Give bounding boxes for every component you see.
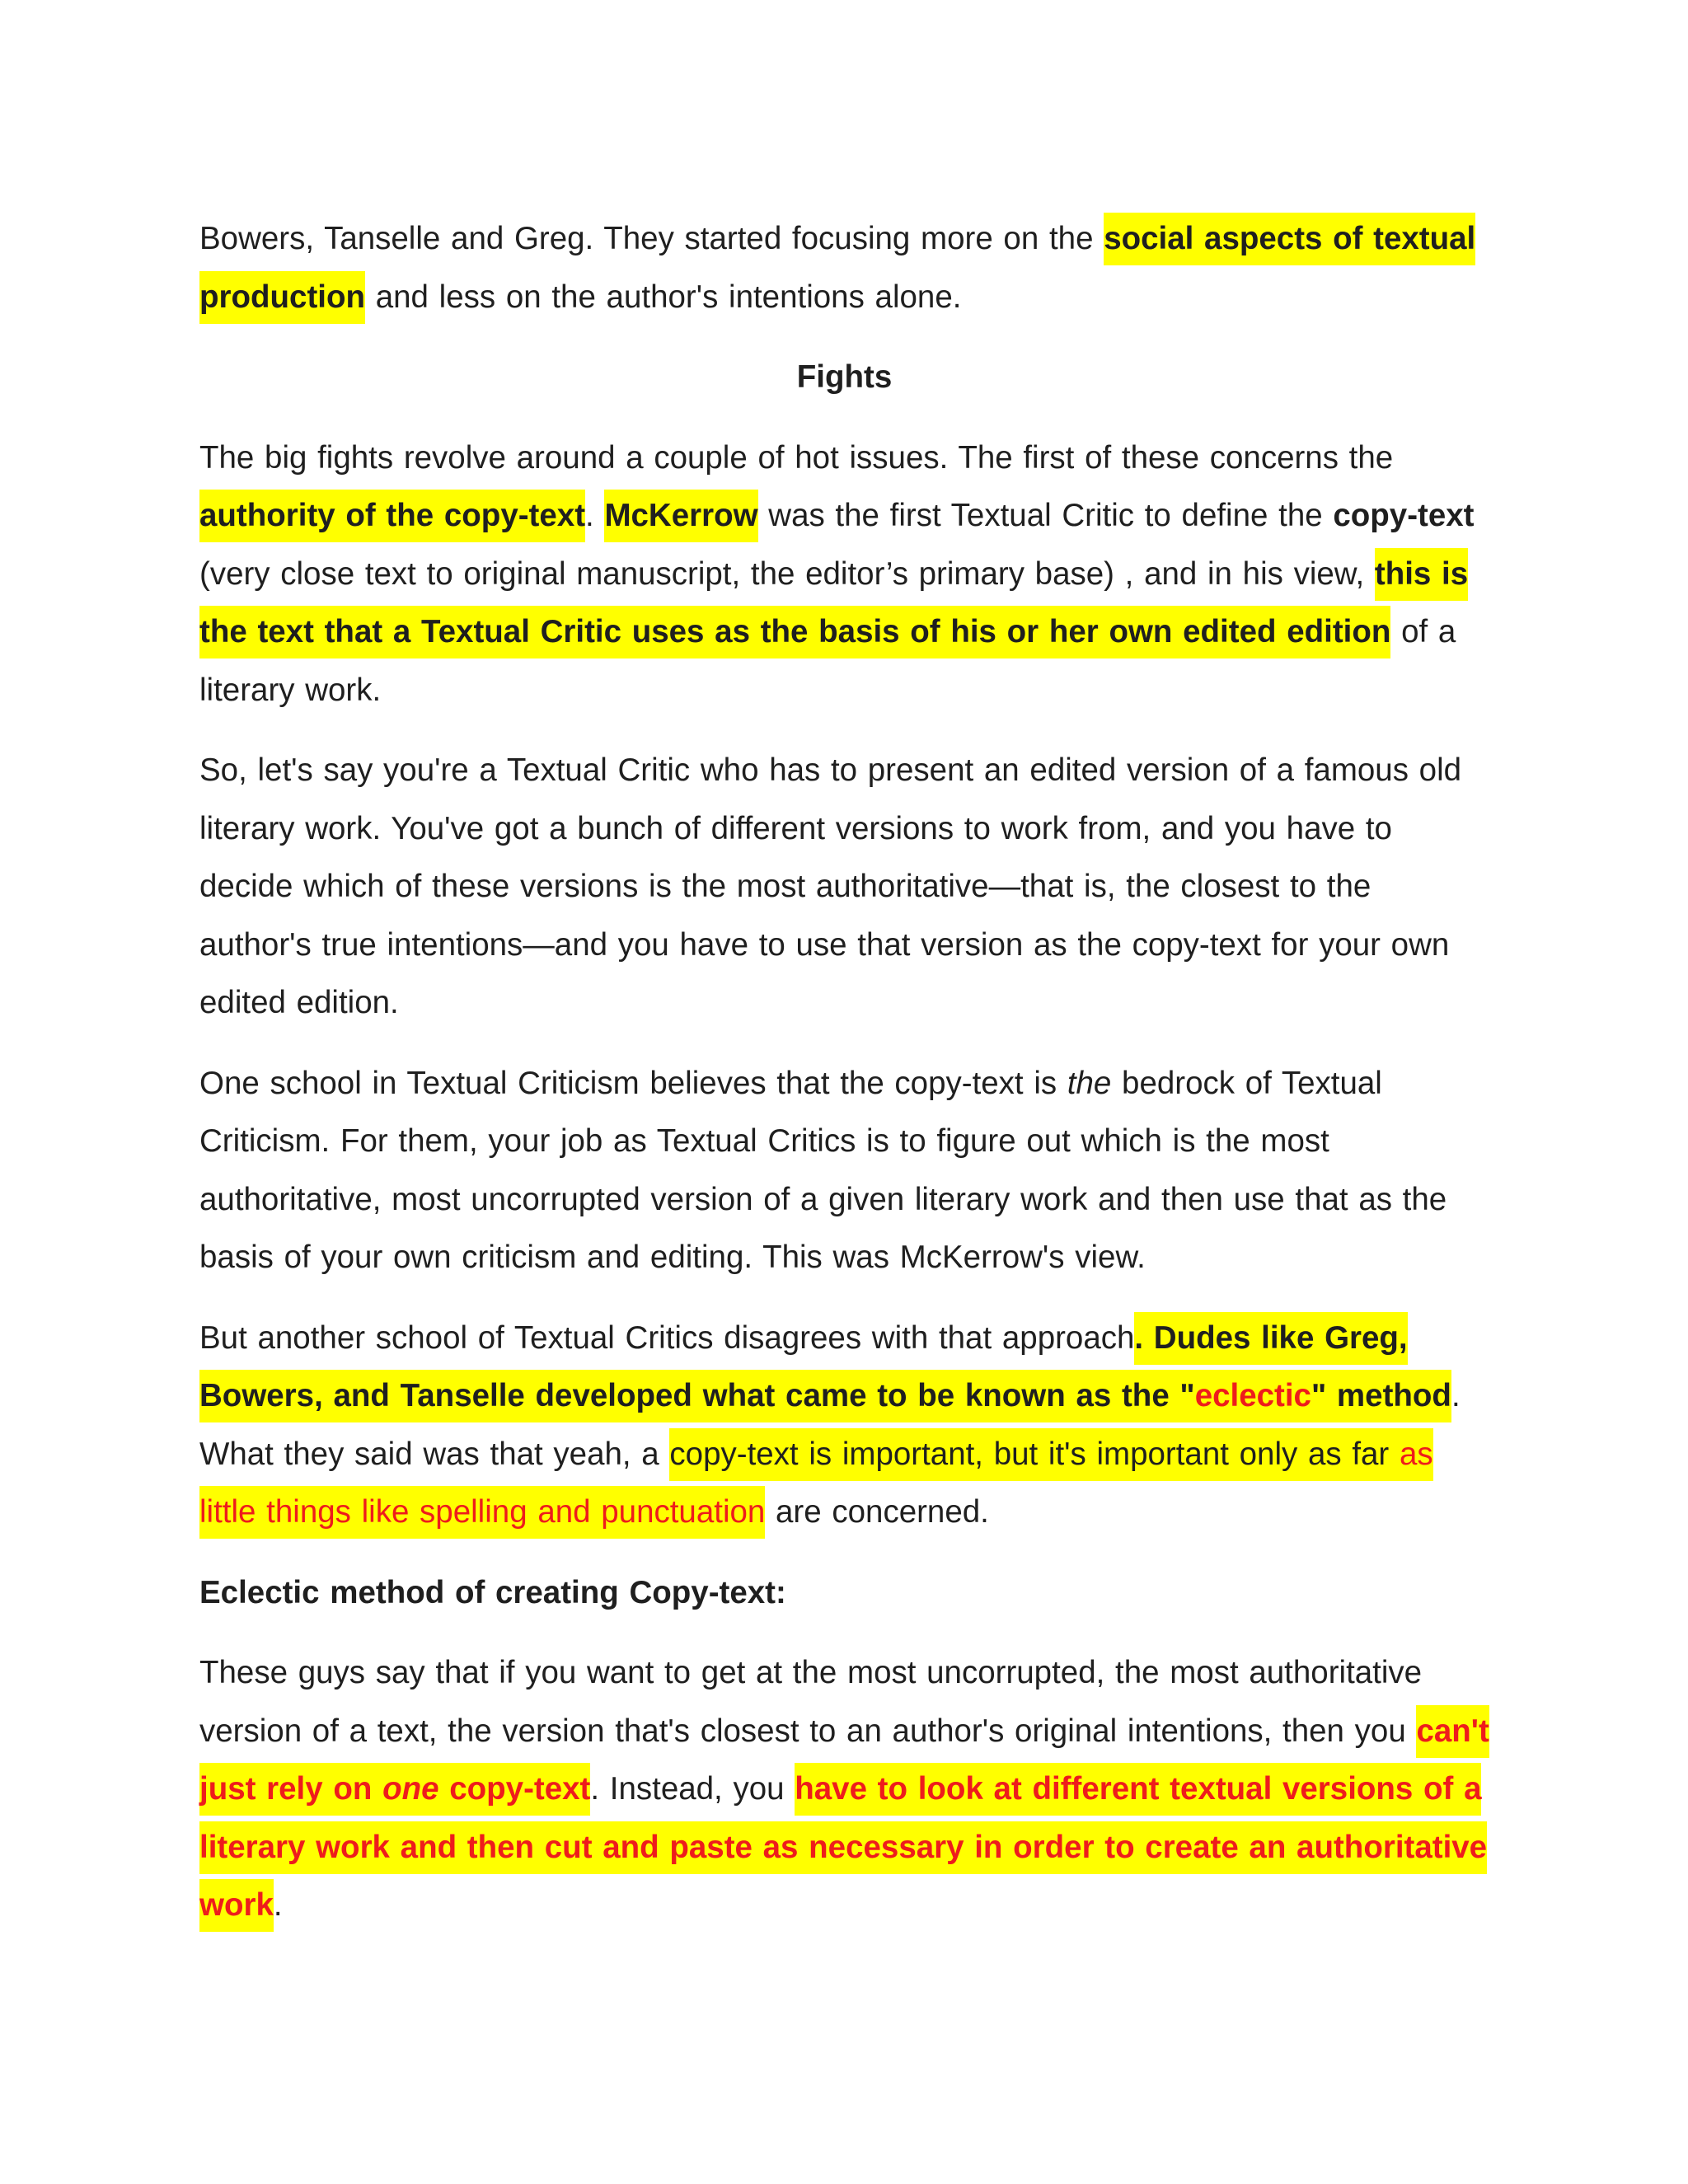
text-run: But another school of Textual Critics disagrees with that approach bbox=[199, 1319, 1135, 1356]
paragraph-eclectic-school bbox=[199, 1310, 1489, 1542]
text-run: The big fights revolve around a couple of hot issues. The first of these concerns the bbox=[199, 439, 1394, 476]
text-run: . Dudes like Greg, Bowers, and Tanselle developed what came to be known as the " bbox=[199, 1319, 1408, 1413]
paragraph-eclectic-method bbox=[199, 1644, 1489, 1935]
highlighted-red-phrase: as little things like spelling and punctuation bbox=[199, 1428, 1433, 1540]
highlighted-red-phrase: have to look at different textual versions of a literary work and then cut and paste as necessary in order to create an authoritative work bbox=[199, 1763, 1487, 1932]
text-run: . Instead, you bbox=[590, 1771, 795, 1807]
highlighted-name: McKerrow bbox=[604, 490, 757, 542]
document-body bbox=[199, 210, 1489, 1957]
highlighted-definition: this is the text that a Textual Critic uses as the basis of his or her own edited edition bbox=[199, 548, 1468, 659]
text-run: Bowers, Tanselle and Greg. They started focusing more on the bbox=[199, 221, 1104, 256]
text-run: . bbox=[273, 1887, 283, 1923]
text-run: of a literary work. bbox=[199, 614, 1456, 708]
red-term: eclectic bbox=[1194, 1378, 1311, 1413]
highlighted-phrase: authority of the copy-text bbox=[199, 490, 585, 542]
bold-term: copy-text bbox=[1333, 498, 1475, 533]
highlighted-phrase: social aspects of textual production bbox=[199, 213, 1475, 324]
section-heading-eclectic: Eclectic method of creating Copy-text: bbox=[199, 1574, 786, 1610]
text-run: and less on the author's intentions alone. bbox=[365, 279, 962, 315]
paragraph-mckerrow-view bbox=[199, 1055, 1489, 1287]
highlighted-phrase: copy-text is important, but it's important only as far bbox=[669, 1428, 1400, 1481]
text-run: are concerned. bbox=[765, 1494, 989, 1530]
section-heading-fights: Fights bbox=[796, 359, 893, 395]
paragraph-intro bbox=[199, 210, 1489, 326]
italic-word: one bbox=[382, 1771, 439, 1807]
text-run: (very close text to original manuscript, the editor’s primary base) , and in his view, bbox=[199, 555, 1375, 592]
text-run: These guys say that if you want to get at the most uncorrupted, the most authoritative version of a text, the version that's closest to an author's original intentions, then you bbox=[199, 1655, 1423, 1749]
text-run: One school in Textual Criticism believes that the copy-text is bbox=[199, 1065, 1067, 1101]
text-run: bedrock of Textual Criticism. For them, your job as Textual Critics is to figure out which is the most authoritative, most uncorrupted version of a given literary work and then use that as the basis of your own criticism and editing. This was McKerrow's view. bbox=[199, 1065, 1447, 1275]
text-run: " method bbox=[1311, 1378, 1451, 1413]
text-run: . bbox=[585, 498, 605, 533]
text-run: can't just rely on bbox=[199, 1713, 1489, 1807]
text-run: . What they said was that yeah, a bbox=[199, 1378, 1461, 1472]
paragraph-copy-text-authority bbox=[199, 429, 1489, 720]
italic-word: the bbox=[1067, 1065, 1112, 1101]
text-run: copy-text bbox=[438, 1771, 591, 1807]
text-run: was the first Textual Critic to define the bbox=[757, 498, 1334, 533]
paragraph-example: So, let's say you're a Textual Critic who has to present an edited version of a famous old literary work. You've got a bunch of different versions to work from, and you have to decide which of these versions is the most authoritative—that is, the closest to the author's true intentions—and you have to use that version as the copy-text for your own edited edition. bbox=[199, 752, 1462, 1020]
